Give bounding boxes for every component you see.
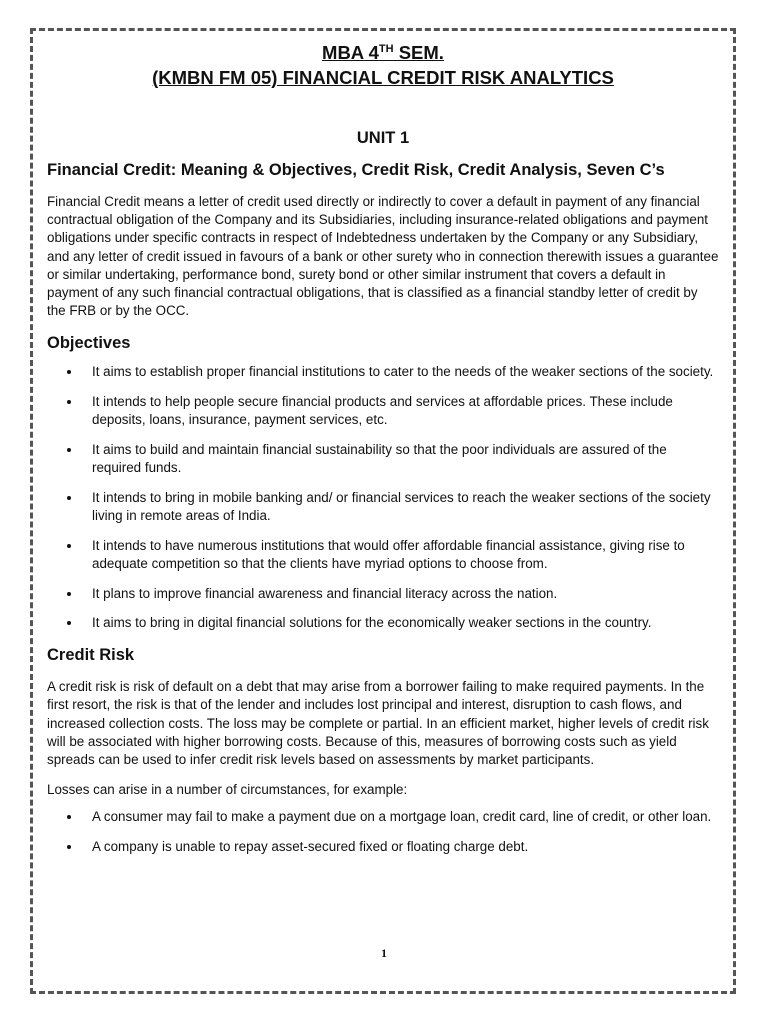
objectives-heading: Objectives: [47, 334, 131, 353]
title-superscript: TH: [378, 43, 394, 55]
financial-credit-paragraph: Financial Credit means a letter of credit used directly or indirectly to cover a default in payment of any financial contractual obligation of the Company and its Subsidiaries, including insurance-related obligations and payment obligations under specific contracts in respect of Indebtedness undertaken by the Company or any Subsidiary, and any letter of credit issued in favours of a bank or other surety who in connection therewith issues a guarantee or similar undertaking, performance bond, surety bond or other similar instrument that covers a default in payment of any such financial contractual obligations, that is classified as a financial standby letter of credit by the FRB or by the OCC.: [47, 194, 719, 319]
list-item: [47, 838, 719, 856]
bullet-icon: [67, 621, 71, 625]
bullet-icon: [67, 592, 71, 596]
list-item-text: A consumer may fail to make a payment due on a mortgage loan, credit card, line of credit, or other loan.: [92, 809, 712, 825]
bullet-icon: [67, 370, 71, 374]
bullet-icon: [67, 496, 71, 500]
objectives-list: [47, 363, 719, 632]
losses-list: [47, 808, 719, 856]
list-item: [47, 585, 719, 603]
bullet-icon: [67, 845, 71, 849]
list-item-text: A company is unable to repay asset-secured fixed or floating charge debt.: [92, 839, 529, 855]
list-item: [47, 808, 719, 826]
list-item: [47, 537, 719, 573]
title-suffix: SEM.: [393, 42, 444, 63]
bullet-icon: [67, 400, 71, 404]
page-number: 1: [381, 946, 387, 960]
document-title: [47, 40, 719, 65]
list-item: [47, 393, 719, 429]
losses-intro-paragraph: Losses can arise in a number of circumstances, for example:: [47, 782, 408, 798]
list-item: [47, 363, 719, 381]
list-item-text: It plans to improve financial awareness and financial literacy across the nation.: [92, 585, 558, 601]
list-item-text: It aims to establish proper financial institutions to cater to the needs of the weaker sections of the society.: [92, 364, 714, 380]
list-item: [47, 489, 719, 525]
list-item-text: It intends to bring in mobile banking and/ or financial services to reach the weaker sections of the society living in remote areas of India.: [92, 489, 711, 524]
credit-risk-heading: Credit Risk: [47, 646, 135, 665]
list-item: [47, 614, 719, 632]
list-item: [47, 441, 719, 477]
list-item-text: It aims to build and maintain financial sustainability so that the poor individuals are assured of the required funds.: [92, 442, 667, 476]
document-subtitle: (KMBN FM 05) FINANCIAL CREDIT RISK ANALYTICS: [152, 67, 614, 88]
list-item-text: It aims to bring in digital financial solutions for the economically weaker sections in the country.: [92, 615, 652, 631]
list-item-text: It intends to have numerous institutions that would offer affordable financial assistance, giving rise to adequate competition so that the clients have myriad options to choose from.: [92, 537, 685, 572]
bullet-icon: [67, 815, 71, 819]
bullet-icon: [67, 448, 71, 452]
title-prefix: MBA 4: [322, 42, 379, 63]
list-item-text: It intends to help people secure financial products and services at affordable prices. These include deposits, loans, insurance, payment services, etc.: [92, 394, 673, 428]
main-section-heading: Financial Credit: Meaning & Objectives, Credit Risk, Credit Analysis, Seven C’s: [47, 161, 665, 179]
unit-heading: UNIT 1: [356, 129, 410, 147]
credit-risk-paragraph: A credit risk is risk of default on a debt that may arise from a borrower failing to make required payments. In the first resort, the risk is that of the lender and includes lost principal and interest, disruption to cash flows, and increased collection costs. The loss may be complete or partial. In an efficient market, higher levels of credit risk will be associated with higher borrowing costs. Because of this, measures of borrowing costs such as yield spreads can be used to infer credit risk levels based on assessments by market participants.: [47, 679, 709, 767]
document-content: [47, 40, 719, 868]
bullet-icon: [67, 544, 71, 548]
